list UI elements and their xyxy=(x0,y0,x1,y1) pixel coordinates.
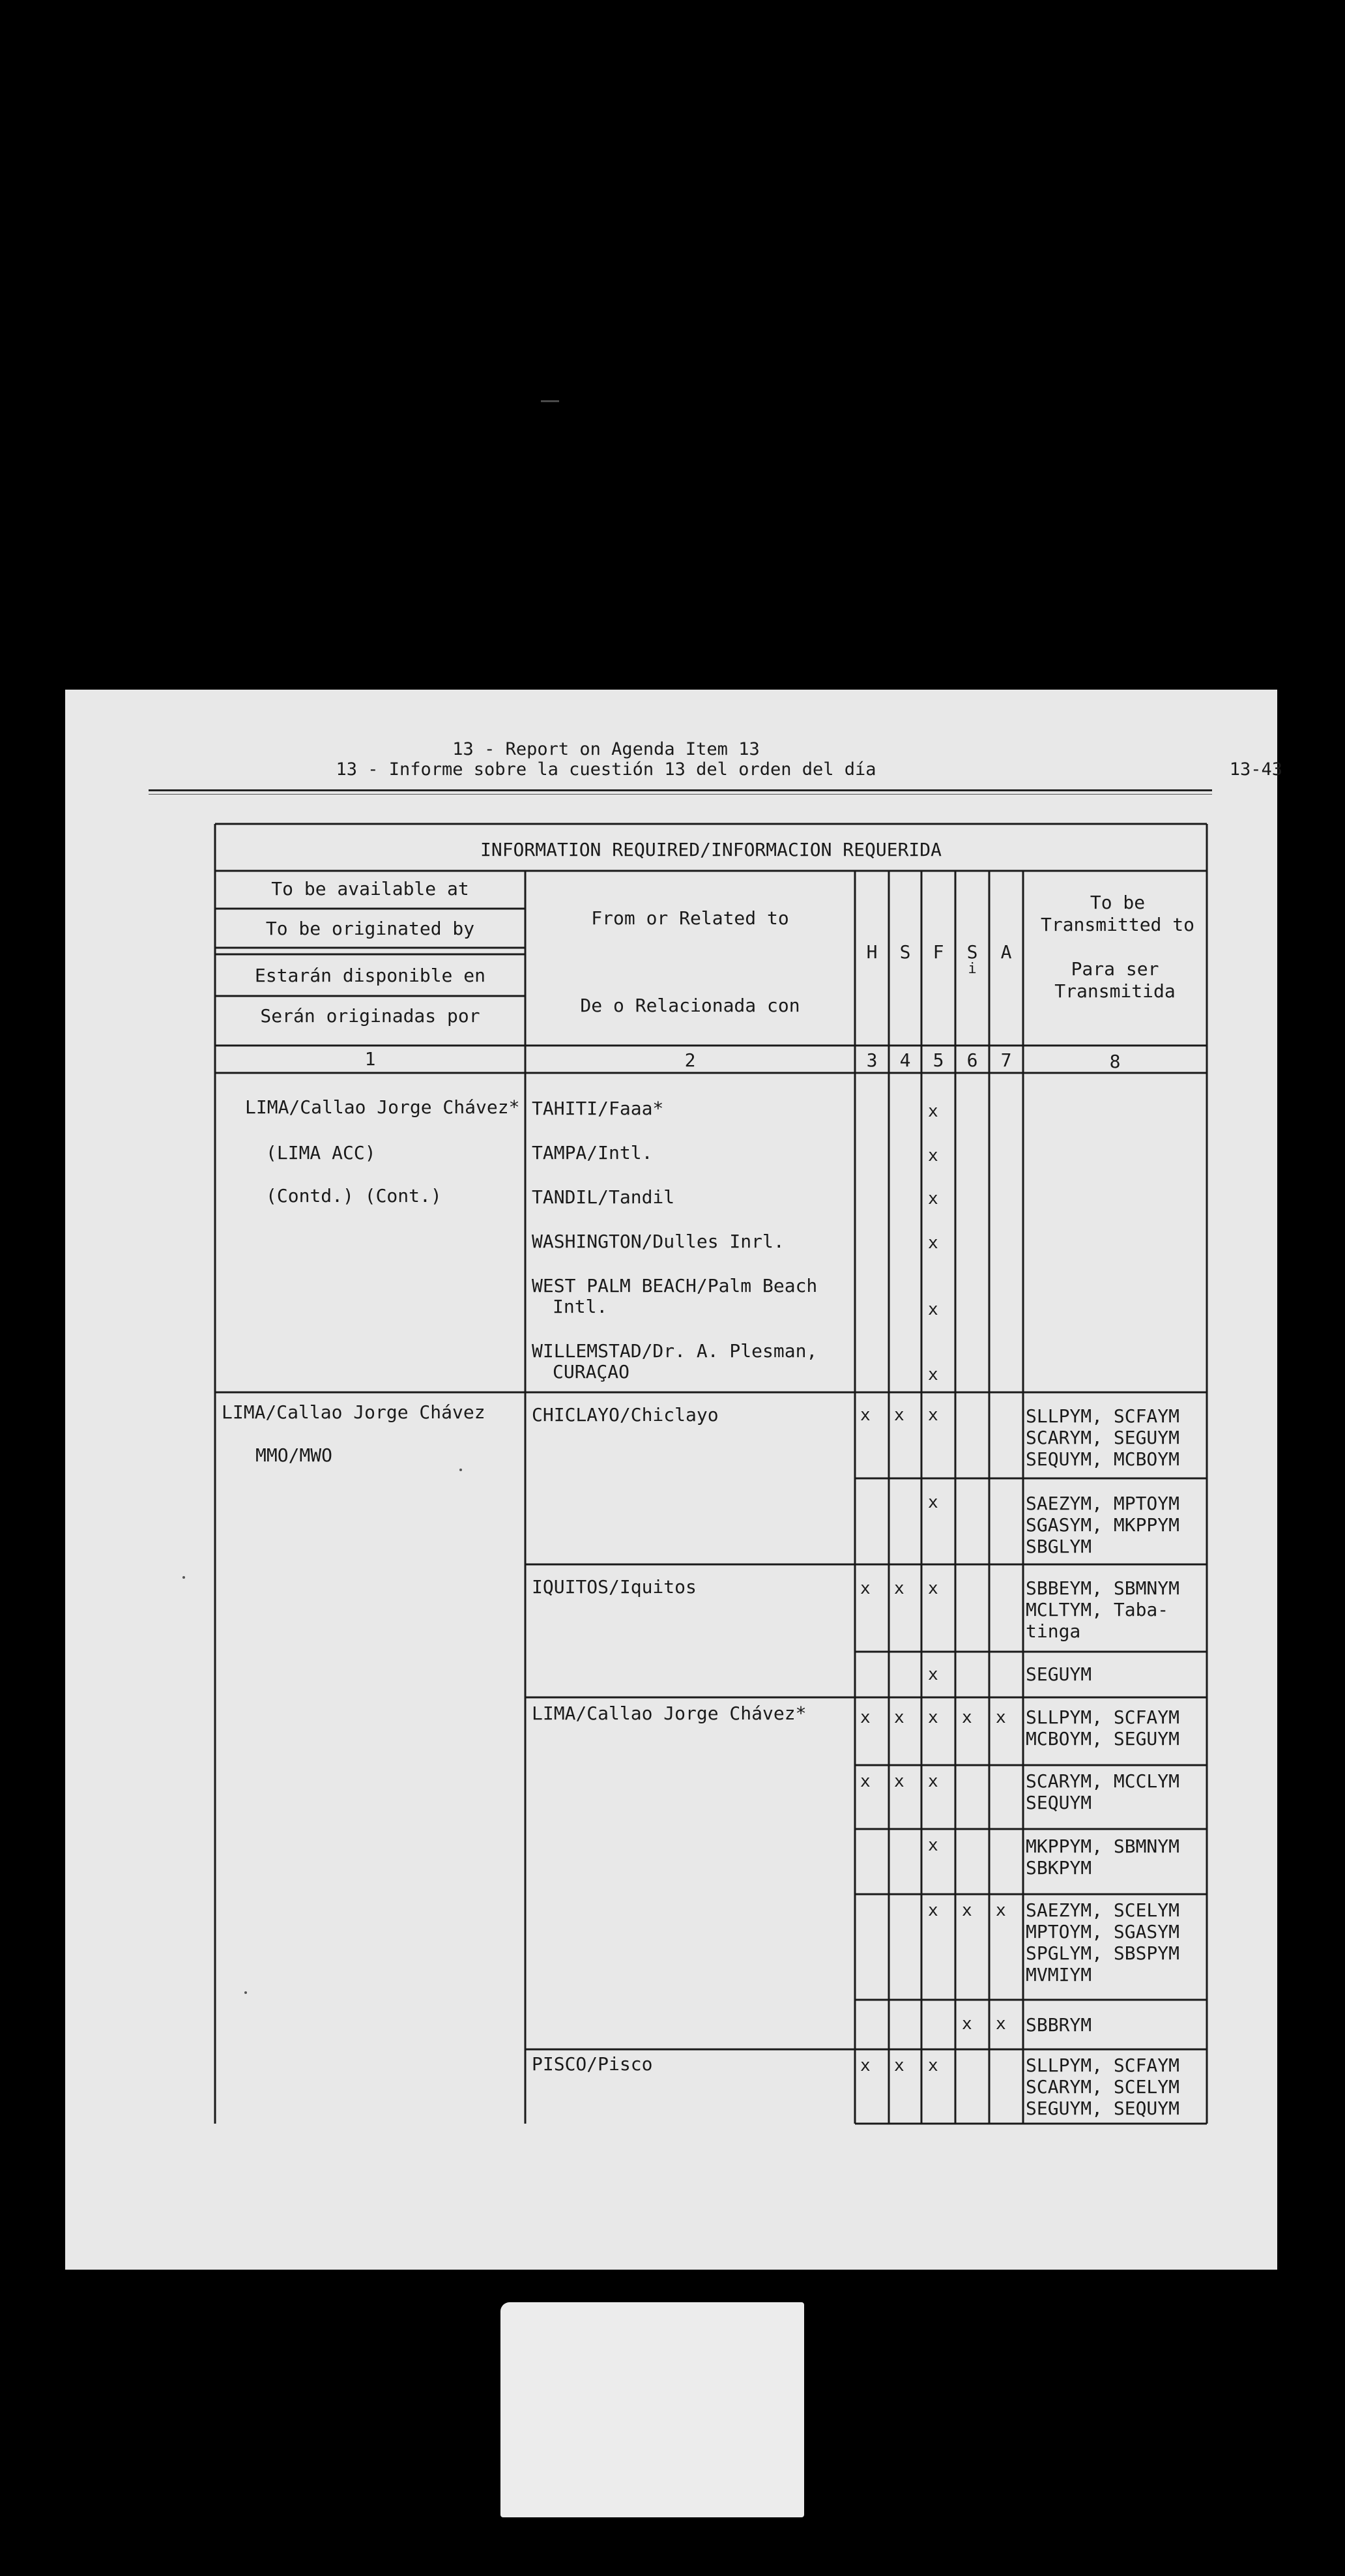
dest-line: SBBEYM, SBMNYM xyxy=(1026,1577,1180,1599)
dest-line: MPTOYM, SGASYM xyxy=(1026,1921,1180,1942)
check-mark: x xyxy=(996,1708,1006,1727)
dest-line: SAEZYM, MPTOYM xyxy=(1026,1493,1180,1514)
col-number-7: 7 xyxy=(1000,1049,1012,1071)
dest-line: SBKPYM xyxy=(1026,1857,1092,1879)
place-iquitos: IQUITOS/Iquitos xyxy=(532,1576,697,1598)
check-mark: x xyxy=(928,1708,938,1727)
check-mark: x xyxy=(860,2056,871,2075)
dest-line: SEGUYM xyxy=(1026,1663,1092,1685)
dest-line: SEQUYM, MCBOYM xyxy=(1026,1448,1180,1470)
check-mark: x xyxy=(928,1365,938,1384)
col8-header-2: Transmitted to xyxy=(1040,914,1194,935)
dest-line: SCARYM, SEGUYM xyxy=(1026,1427,1180,1448)
block1-row-name: TANDIL/Tandil xyxy=(532,1186,675,1208)
dest-line: SLLPYM, SCFAYM xyxy=(1026,1405,1180,1427)
dest-line: SBGLYM xyxy=(1026,1536,1092,1557)
dest-line: SPGLYM, SBSPYM xyxy=(1026,1942,1180,1964)
page-number: 13-43 xyxy=(1229,759,1282,780)
check-mark: x xyxy=(962,1708,972,1727)
check-mark: x xyxy=(860,1772,871,1791)
block1-row-name: WEST PALM BEACH/Palm Beach xyxy=(532,1275,818,1296)
check-mark: x xyxy=(928,1300,938,1319)
block1-row-name-cont: CURAÇAO xyxy=(553,1361,630,1383)
col7-header: A xyxy=(1000,941,1012,963)
block1-station: LIMA/Callao Jorge Chávez* xyxy=(245,1096,520,1118)
dest-line: SAEZYM, SCELYM xyxy=(1026,1899,1180,1921)
col8-header-4: Transmitida xyxy=(1054,980,1176,1002)
check-mark: x xyxy=(996,1901,1006,1920)
block1-row-name: WASHINGTON/Dulles Inrl. xyxy=(532,1231,785,1252)
col-number-1: 1 xyxy=(364,1048,376,1070)
col6-header-sub: i xyxy=(968,961,977,977)
table-title: INFORMATION REQUIRED/INFORMACION REQUERIDA xyxy=(480,839,942,860)
block2-station: LIMA/Callao Jorge Chávez xyxy=(222,1401,485,1423)
block1-contd: (Contd.) (Cont.) xyxy=(266,1185,442,1207)
col4-header: S xyxy=(899,941,911,963)
col8-header-3: Para ser xyxy=(1071,958,1159,980)
check-mark: x xyxy=(928,1102,938,1121)
check-mark: x xyxy=(928,1665,938,1684)
block2-unit: MMO/MWO xyxy=(255,1444,333,1466)
check-mark: x xyxy=(962,1901,972,1920)
dest-line: SLLPYM, SCFAYM xyxy=(1026,2055,1180,2076)
check-mark: x xyxy=(928,2056,938,2075)
dest-line: SGASYM, MKPPYM xyxy=(1026,1514,1180,1536)
block1-row-name-cont: Intl. xyxy=(553,1296,608,1317)
col-number-3: 3 xyxy=(866,1049,878,1071)
block1-row-name: TAHITI/Faaa* xyxy=(532,1098,664,1119)
col1-header-originadas: Serán originadas por xyxy=(260,1005,480,1027)
dest-line: SLLPYM, SCFAYM xyxy=(1026,1706,1180,1728)
col5-header: F xyxy=(933,941,944,963)
header-spanish: 13 - Informe sobre la cuestión 13 del orden del día xyxy=(336,759,876,780)
dest-line: MCBOYM, SEGUYM xyxy=(1026,1728,1180,1749)
header-english: 13 - Report on Agenda Item 13 xyxy=(452,739,760,759)
dest-line: SCARYM, MCCLYM xyxy=(1026,1770,1180,1792)
check-mark: x xyxy=(928,1405,938,1425)
dest-line: MCLTYM, Taba- xyxy=(1026,1599,1169,1620)
col2-header-es: De o Relacionada con xyxy=(580,995,800,1016)
check-mark: x xyxy=(894,1708,904,1727)
dest-line: SBBRYM xyxy=(1026,2014,1092,2036)
check-mark: x xyxy=(928,1836,938,1855)
block1-row-name: TAMPA/Intl. xyxy=(532,1142,653,1164)
check-mark: x xyxy=(860,1579,871,1598)
dest-line: SEQUYM xyxy=(1026,1792,1092,1813)
col1-header-originated: To be originated by xyxy=(265,918,475,939)
check-mark: x xyxy=(928,1901,938,1920)
col6-header: S xyxy=(966,941,978,963)
col-number-6: 6 xyxy=(966,1049,978,1071)
col2-header-en: From or Related to xyxy=(591,907,789,929)
col-number-4: 4 xyxy=(899,1049,911,1071)
place-pisco: PISCO/Pisco xyxy=(532,2053,653,2075)
dest-line: tinga xyxy=(1026,1620,1081,1642)
block1-row-name: WILLEMSTAD/Dr. A. Plesman, xyxy=(532,1340,818,1362)
check-mark: x xyxy=(894,2056,904,2075)
dest-line: SEGUYM, SEQUYM xyxy=(1026,2098,1180,2119)
check-mark: x xyxy=(928,1579,938,1598)
check-mark: x xyxy=(928,1189,938,1208)
check-mark: x xyxy=(996,2014,1006,2034)
col-number-2: 2 xyxy=(684,1049,696,1071)
check-mark: x xyxy=(928,1493,938,1512)
dest-line: MVMIYM xyxy=(1026,1964,1092,1985)
block1-unit: (LIMA ACC) xyxy=(266,1142,376,1164)
check-mark: x xyxy=(894,1405,904,1425)
check-mark: x xyxy=(894,1579,904,1598)
check-mark: x xyxy=(928,1146,938,1165)
col1-header-available: To be available at xyxy=(271,878,469,900)
col3-header: H xyxy=(866,941,878,963)
check-mark: x xyxy=(928,1233,938,1253)
col1-header-disponible: Estarán disponible en xyxy=(254,965,485,986)
col-number-8: 8 xyxy=(1109,1051,1121,1072)
check-mark: x xyxy=(860,1405,871,1425)
check-mark: x xyxy=(894,1772,904,1791)
dest-line: SCARYM, SCELYM xyxy=(1026,2076,1180,2098)
col-number-5: 5 xyxy=(933,1049,944,1071)
col8-header-1: To be xyxy=(1090,892,1146,913)
place-chiclayo: CHICLAYO/Chiclayo xyxy=(532,1404,719,1426)
check-mark: x xyxy=(860,1708,871,1727)
place-lima: LIMA/Callao Jorge Chávez* xyxy=(532,1703,807,1724)
check-mark: x xyxy=(962,2014,972,2034)
check-mark: x xyxy=(928,1772,938,1791)
dest-line: MKPPYM, SBMNYM xyxy=(1026,1836,1180,1857)
